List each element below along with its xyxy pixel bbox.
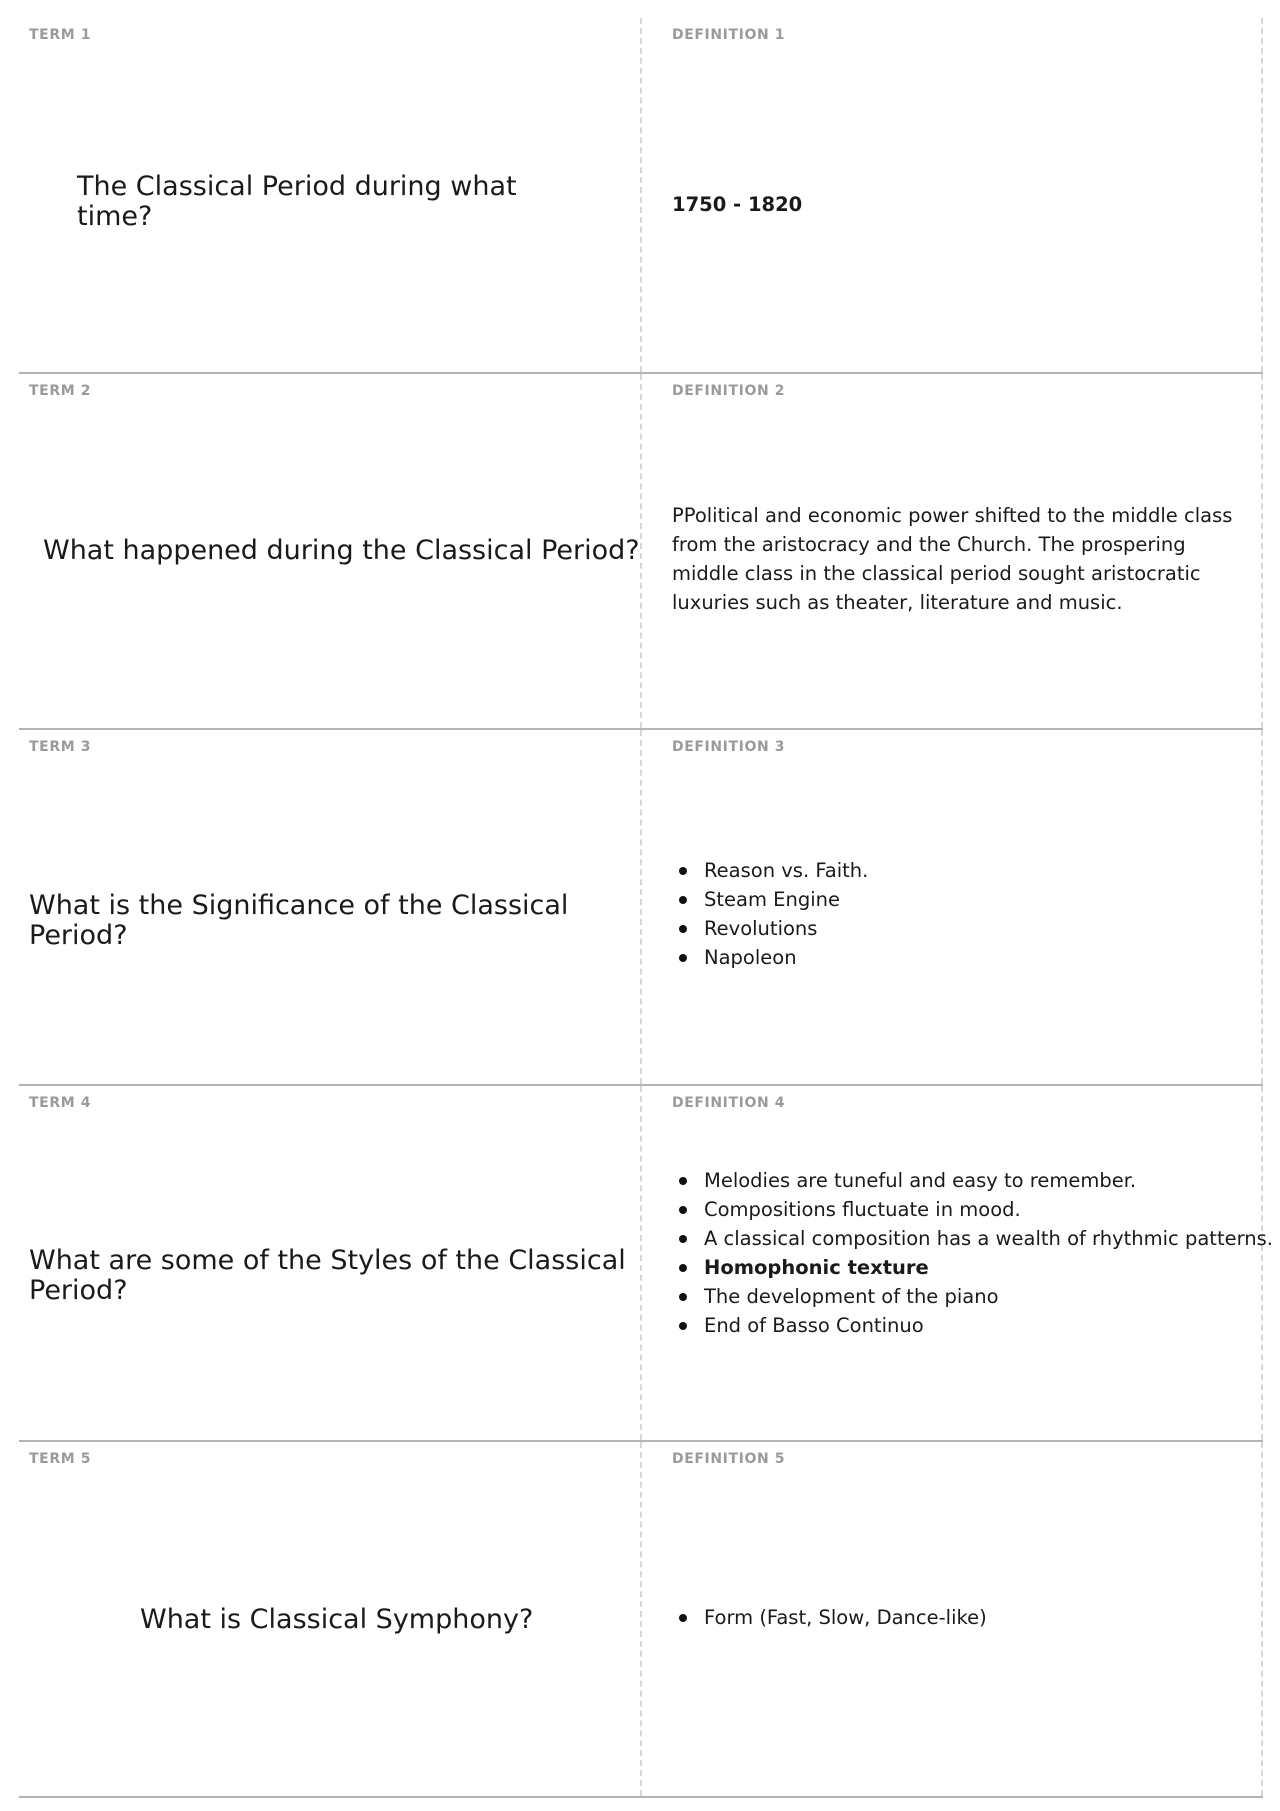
definition-label: DEFINITION 3 [672,739,786,755]
term-panel [19,1086,642,1440]
term-label: TERM 3 [29,739,92,755]
definition-text: PPolitical and economic power shifted to the middle class from the aristocracy and the Church. The prospering middle class in the classical period sought aristocratic luxuries such as theater, literature and music. [672,504,1233,614]
list-item: The development of the piano [672,1282,1261,1311]
term-label: TERM 5 [29,1451,92,1467]
bullet-icon [679,1264,687,1272]
list-item: Melodies are tuneful and easy to remember. [672,1166,1261,1195]
term-panel [19,1442,642,1796]
list-item: Compositions fluctuate in mood. [672,1195,1261,1224]
list-item: End of Basso Continuo [672,1311,1261,1340]
bullet-icon [679,867,687,875]
bullet-icon [679,1206,687,1214]
term-panel [19,18,642,372]
definition-label: DEFINITION 2 [672,383,786,399]
term-label: TERM 2 [29,383,92,399]
bullet-icon [679,896,687,904]
bullet-icon [679,925,687,933]
flashcard-4 [19,1086,1273,1442]
flashcard-sheet [19,18,1273,1798]
term-text: The Classical Period during what time? [77,171,517,232]
bullet-icon [679,1614,687,1622]
bullet-icon [679,1322,687,1330]
definition-panel [642,730,1263,1084]
bullet-icon [679,954,687,962]
term-text: What are some of the Styles of the Classical Period? [29,1245,626,1306]
definition-panel [642,18,1263,372]
list-item: Revolutions [672,914,1261,943]
definition-label: DEFINITION 1 [672,27,786,43]
list-item: Form (Fast, Slow, Dance-like) [672,1603,1261,1632]
definition-list [672,856,1261,972]
term-text: What is the Significance of the Classical Period? [29,890,569,951]
definition-list [672,1603,1261,1632]
definition-panel [642,1442,1263,1796]
term-text: What happened during the Classical Period? [43,535,640,566]
definition-panel [642,374,1263,728]
definition-text: 1750 - 1820 [672,193,803,216]
bullet-icon [679,1293,687,1301]
term-panel [19,374,642,728]
list-item: Steam Engine [672,885,1261,914]
bullet-icon [679,1177,687,1185]
definition-label: DEFINITION 4 [672,1095,786,1111]
flashcard-3 [19,730,1263,1086]
flashcard-2 [19,374,1263,730]
flashcard-5 [19,1442,1263,1798]
term-label: TERM 4 [29,1095,92,1111]
list-item: Reason vs. Faith. [672,856,1261,885]
definition-panel [642,1086,1273,1440]
flashcard-1 [19,18,1263,374]
list-item: Napoleon [672,943,1261,972]
definition-label: DEFINITION 5 [672,1451,786,1467]
bullet-icon [679,1235,687,1243]
list-item: A classical composition has a wealth of rhythmic patterns. [672,1224,1261,1253]
term-text: What is Classical Symphony? [140,1604,534,1635]
list-item: Homophonic texture [672,1253,1261,1282]
term-label: TERM 1 [29,27,92,43]
definition-list [672,1166,1273,1340]
term-panel [19,730,642,1084]
